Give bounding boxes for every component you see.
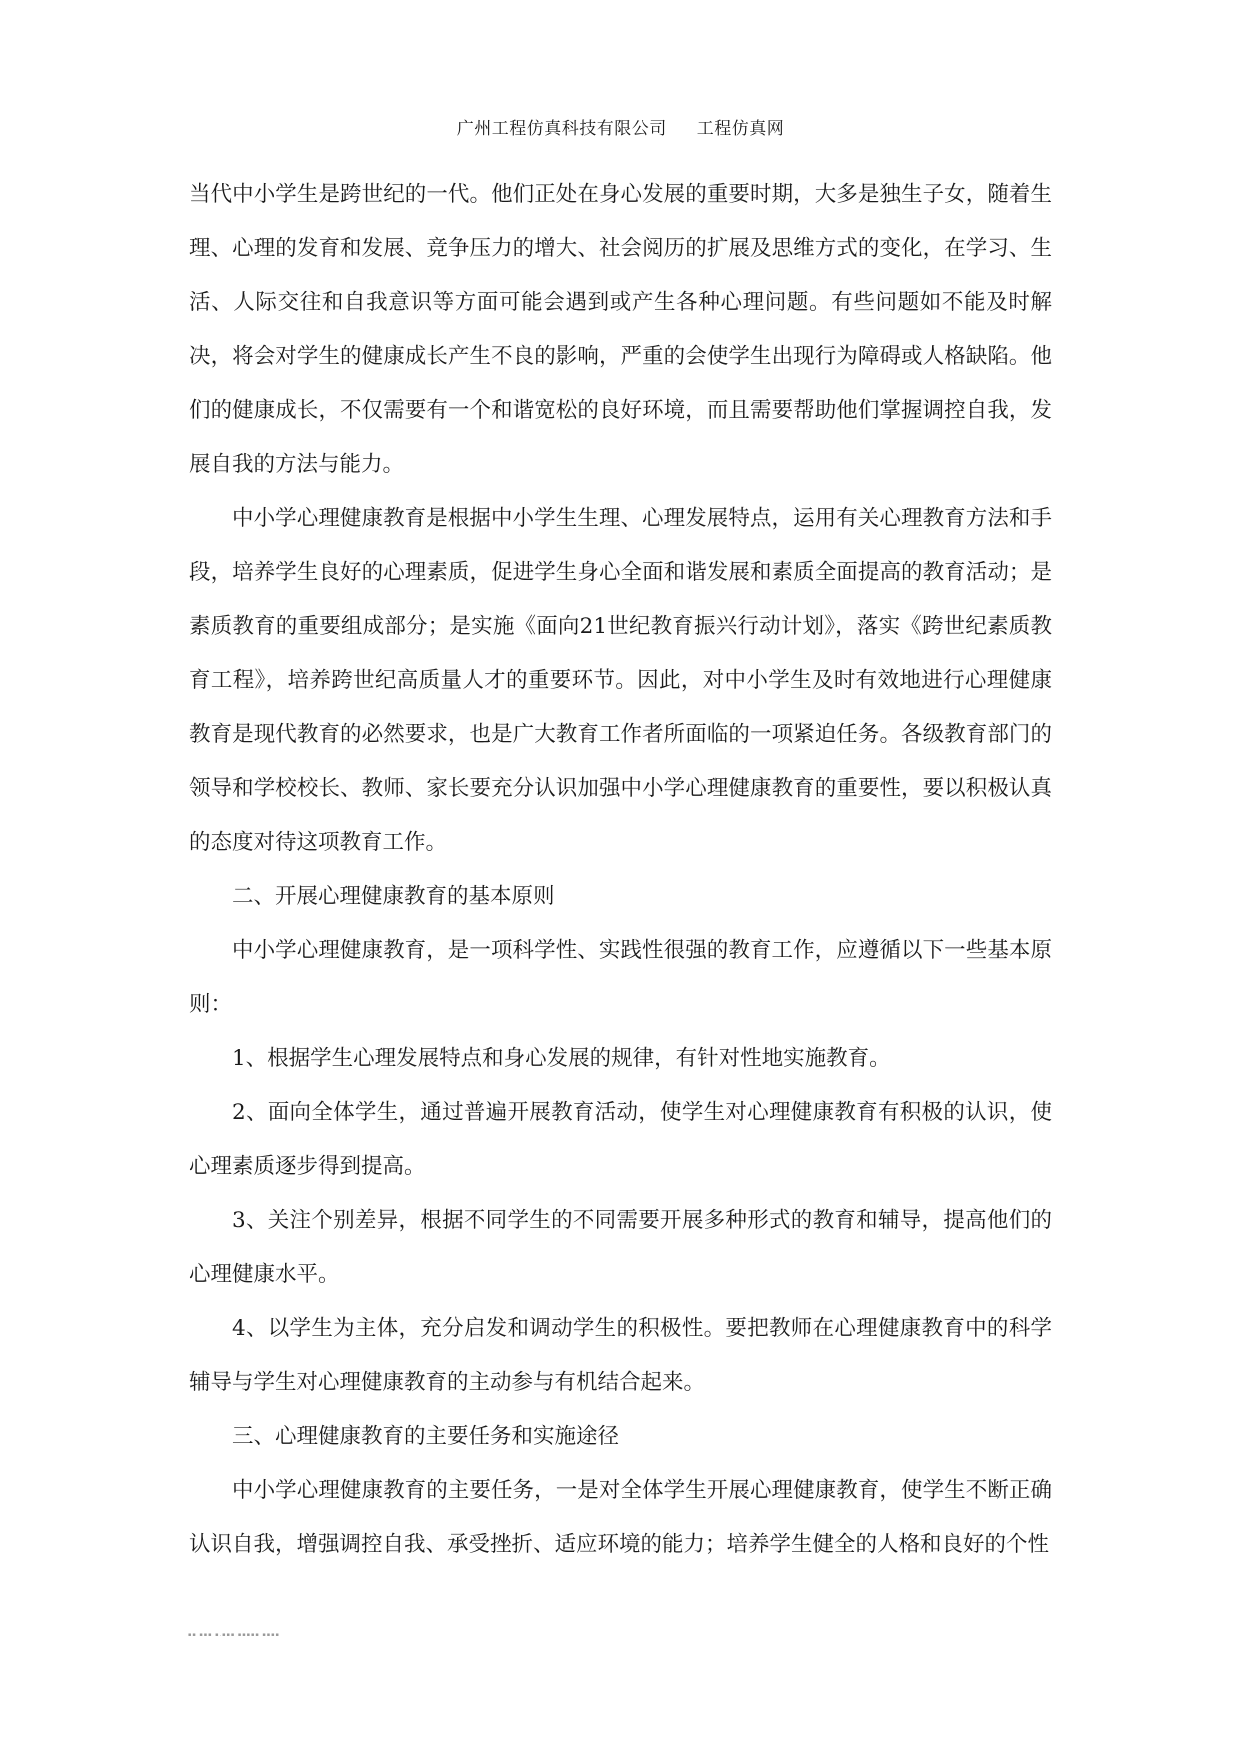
paragraph-principles-intro: 中小学心理健康教育，是一项科学性、实践性很强的教育工作，应遵循以下一些基本原则：	[189, 938, 1052, 1017]
document-body	[189, 168, 1052, 1572]
header-site: 工程仿真网	[696, 119, 785, 139]
footer-faint-mark: ▪▪ ▪▪▪ ▪.▪▪▪ ▪▪▪▪▪ ▪▪▪▪	[188, 1632, 280, 1638]
principle-item-2: 2、面向全体学生，通过普遍开展教育活动，使学生对心理健康教育有积极的认识，使心理素质逐步得到提高。	[189, 1100, 1052, 1179]
header-company: 广州工程仿真科技有限公司	[456, 119, 667, 139]
paragraph-intro: 当代中小学生是跨世纪的一代。他们正处在身心发展的重要时期，大多是独生子女，随着生理、心理的发育和发展、竞争压力的增大、社会阅历的扩展及思维方式的变化，在学习、生活、人际交往和自我意识等方面可能会遇到或产生各种心理问题。有些问题如不能及时解决，将会对学生的健康成长产生不良的影响，严重的会使学生出现行为障碍或人格缺陷。他们的健康成长，不仅需要有一个和谐宽松的良好环境，而且需要帮助他们掌握调控自我，发展自我的方法与能力。	[189, 182, 1052, 477]
paragraph-tasks: 中小学心理健康教育的主要任务，一是对全体学生开展心理健康教育，使学生不断正确认识自我，增强调控自我、承受挫折、适应环境的能力；培养学生健全的人格和良好的个性	[189, 1478, 1052, 1557]
section-heading-principles: 二、开展心理健康教育的基本原则	[232, 884, 555, 909]
page-header	[0, 114, 1241, 139]
principle-item-3: 3、关注个别差异，根据不同学生的不同需要开展多种形式的教育和辅导，提高他们的心理健康水平。	[189, 1208, 1052, 1287]
paragraph-definition: 中小学心理健康教育是根据中小学生生理、心理发展特点，运用有关心理教育方法和手段，培养学生良好的心理素质，促进学生身心全面和谐发展和素质全面提高的教育活动；是素质教育的重要组成部分；是实施《面向21世纪教育振兴行动计划》，落实《跨世纪素质教育工程》，培养跨世纪高质量人才的重要环节。因此，对中小学生及时有效地进行心理健康教育是现代教育的必然要求，也是广大教育工作者所面临的一项紧迫任务。各级教育部门的领导和学校校长、教师、家长要充分认识加强中小学心理健康教育的重要性，要以积极认真的态度对待这项教育工作。	[189, 506, 1052, 855]
principle-item-4: 4、以学生为主体，充分启发和调动学生的积极性。要把教师在心理健康教育中的科学辅导与学生对心理健康教育的主动参与有机结合起来。	[189, 1316, 1052, 1395]
principle-item-1: 1、根据学生心理发展特点和身心发展的规律，有针对性地实施教育。	[232, 1046, 891, 1071]
section-heading-tasks: 三、心理健康教育的主要任务和实施途径	[232, 1424, 620, 1449]
